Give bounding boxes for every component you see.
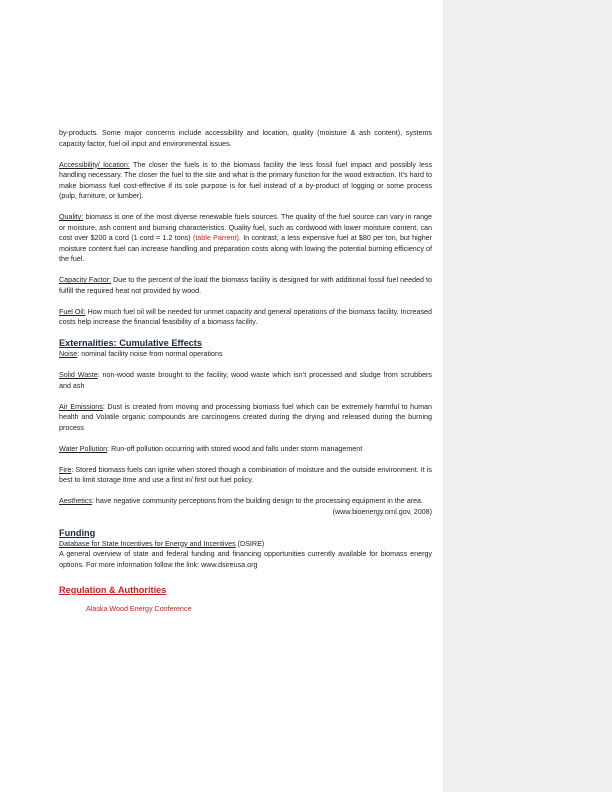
fire-text: : Stored biomass fuels can ignite when stored though a combination of moisture and the outside environment. It is best to limit storage time and use a first in/ first out fuel policy. xyxy=(59,465,432,484)
comment-pane xyxy=(443,0,612,792)
capacity-paragraph xyxy=(59,275,432,296)
solid-waste-label: Solid Waste xyxy=(59,371,98,379)
air-emissions-label: Air Emissions xyxy=(59,402,103,411)
aesthetics-label: Aesthetics xyxy=(59,497,92,505)
noise-text: : nominal facility noise from normal operations xyxy=(77,350,223,358)
quality-paragraph xyxy=(59,212,432,265)
funding-paragraph xyxy=(59,539,432,571)
regulation-heading: Regulation & Authorities xyxy=(59,584,167,595)
document-page xyxy=(59,128,432,625)
accessibility-label: Accessibility/ location: xyxy=(59,160,130,169)
fire-label: Fire xyxy=(59,465,72,474)
dsire-suffix: (DSIRE) xyxy=(235,539,265,548)
air-emissions-paragraph xyxy=(59,402,432,434)
water-pollution-text: : Run-off pollution occurring with stored wood and falls under storm management xyxy=(107,444,363,453)
intro-paragraph xyxy=(59,128,432,149)
fuel-oil-paragraph xyxy=(59,307,432,328)
solid-waste-text: : non-wood waste brought to the facility, wood waste which isn’t processed and sludge from scrubbers and ash xyxy=(59,371,432,390)
quality-table-reference: (table Parrent). xyxy=(192,234,241,242)
aesthetics-paragraph xyxy=(59,496,432,507)
quality-text-a: biomass is one of the most diverse renewable fuels sources. The quality of the fuel source can vary in range or moisture, ash content and burning characteristics. Quality fuel, such as cordwood with lower moisture content, can cost over $200 a cord (1 cord = 1.2 tons) xyxy=(59,213,432,242)
fire-paragraph xyxy=(59,465,432,486)
noise-label: Noise xyxy=(59,350,78,358)
funding-heading: Funding xyxy=(59,527,96,538)
solid-waste-paragraph xyxy=(59,370,432,391)
quality-label: Quality: xyxy=(59,213,84,221)
air-emissions-text: : Dust is created from moving and processing biomass fuel which can be extremely harmful to human health and Volatile organic compounds are carcinogens created during the drying and released during the burning process xyxy=(59,402,432,432)
accessibility-text: The closer the fuels is to the biomass facility the less fossil fuel impact and possibly less handling necessary. The closer the fuel to the site and what is the primary function for the wood extraction. It’s hard to make biomass fuel cost-effective if its sole purpose is for fuel instead of a by-product of logging or some process (pulp, furniture, or lumber). xyxy=(59,160,433,200)
noise-paragraph xyxy=(59,349,432,360)
fuel-oil-text: How much fuel oil will be needed for unmet capacity and general operations of the biomass facility. Increased costs help increase the financial feasibility of a biomass facility. xyxy=(59,307,432,326)
regulation-item[interactable]: Alaska Wood Energy Conference xyxy=(86,604,192,613)
funding-text: A general overview of state and federal funding and financing opportunities currently available for biomass energy options. For more information follow the link: www.dsireusa.org xyxy=(59,550,432,569)
capacity-text: Due to the percent of the load the biomass facility is designed for with additional fossil fuel needed to fulfill the required heat not provided by wood. xyxy=(59,276,432,295)
water-pollution-label: Water Pollution xyxy=(59,444,108,453)
externalities-heading: Externalities: Cumulative Effects xyxy=(59,338,202,348)
intro-text: by-products. Some major concerns include accessibility and location, quality (moisture & ash content), systems capacity factor, fuel oil input and environmental issues. xyxy=(59,129,432,148)
capacity-label: Capacity Factor: xyxy=(59,276,112,284)
aesthetics-text: : have negative community perceptions from the building design to the processing equipment in the area. xyxy=(91,497,423,505)
water-pollution-paragraph xyxy=(59,444,432,455)
fuel-oil-label: Fuel Oil: xyxy=(59,307,86,316)
dsire-link[interactable]: Database for State Incentives for Energy and Incentives xyxy=(59,539,236,548)
accessibility-paragraph xyxy=(59,160,432,202)
quality-text-b: In contrast, a less expensive fuel at $80 per ton, but higher moisture content fuel can increase handling and preparation costs along with lowing the potential burning efficiency of the fuel. xyxy=(59,234,433,263)
citation: (www.bioenergy.ornl.gov, 2008) xyxy=(332,507,432,516)
